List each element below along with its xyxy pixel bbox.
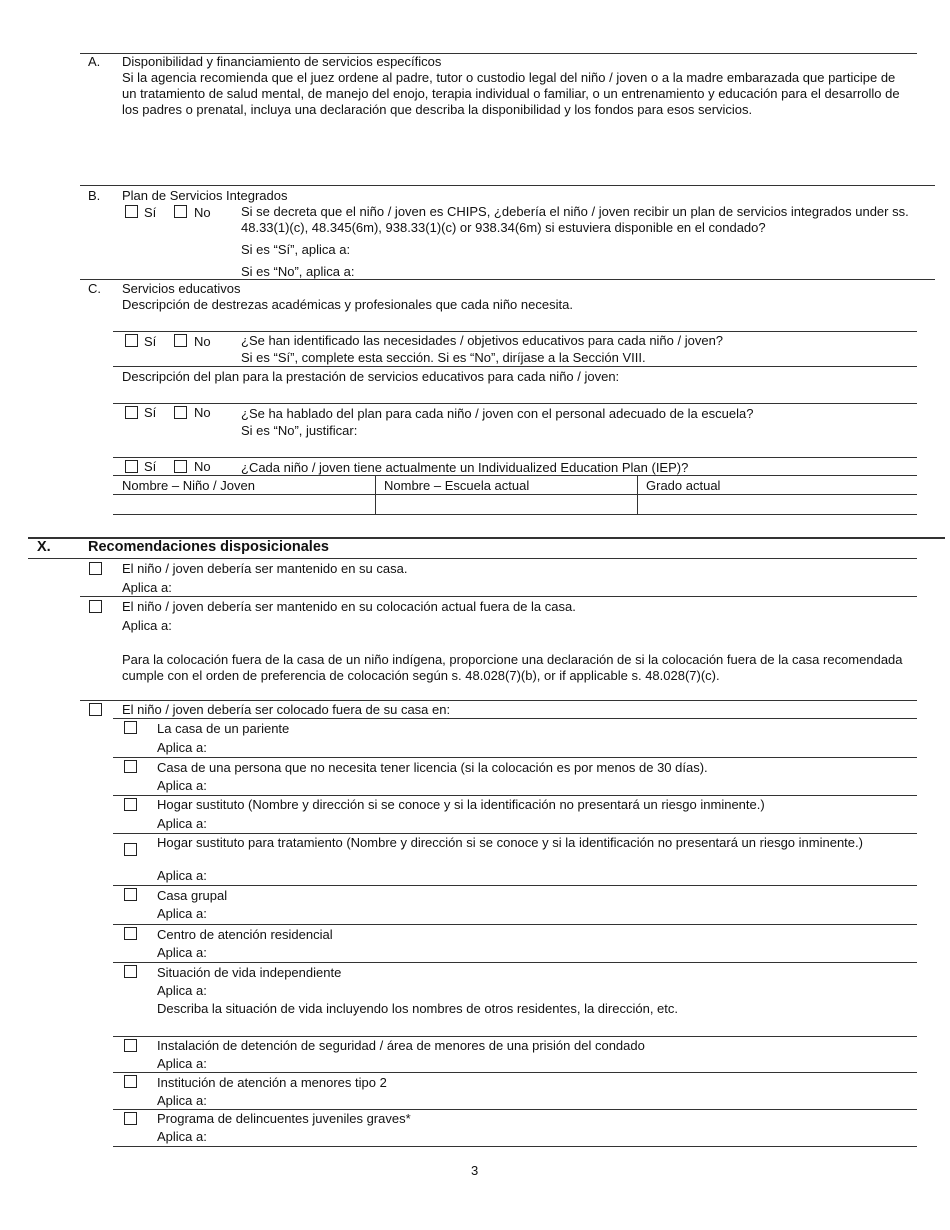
sec-x-number: X. — [37, 539, 51, 555]
placement-serious-offender-applies: Aplica a: — [157, 1129, 207, 1144]
placement-type2-applies: Aplica a: — [157, 1093, 207, 1108]
sec-c-q3-rule — [113, 457, 917, 458]
placement-5-rule — [113, 924, 917, 925]
placement-independent-note: Describa la situación de vida incluyendo los nombres de otros residentes, la dirección, etc. — [157, 1001, 678, 1016]
sec-b-top-rule — [80, 185, 935, 186]
placement-1-rule — [113, 757, 917, 758]
placement-relative-applies: Aplica a: — [157, 740, 207, 755]
sec-c-q1-yes-label: Sí — [144, 334, 157, 349]
sec-b-no-label: No — [194, 205, 211, 220]
placement-detention-label: Instalación de detención de seguridad / área de menores de una prisión del condado — [157, 1038, 645, 1053]
table-header-child: Nombre – Niño / Joven — [122, 478, 255, 493]
sec-c-q3-yes-checkbox[interactable] — [125, 460, 138, 473]
placement-treatment-foster-checkbox[interactable] — [124, 843, 137, 856]
placement-0-rule — [113, 718, 917, 719]
placement-foster-checkbox[interactable] — [124, 798, 137, 811]
placement-independent-checkbox[interactable] — [124, 965, 137, 978]
table-top-rule — [113, 475, 917, 476]
placement-6-rule — [113, 962, 917, 963]
sec-c-plan-rule — [113, 366, 917, 367]
sec-c-subtitle: Descripción de destrezas académicas y profesionales que cada niño necesita. — [122, 297, 573, 312]
keep-home-applies: Aplica a: — [122, 580, 172, 595]
sec-c-q2-rule — [113, 403, 917, 404]
placement-independent-label: Situación de vida independiente — [157, 965, 342, 980]
sec-c-q1-no-label: No — [194, 334, 211, 349]
placement-bottom-rule — [113, 1146, 917, 1147]
placement-residential-label: Centro de atención residencial — [157, 927, 333, 942]
sec-c-q3-yes-label: Sí — [144, 459, 157, 474]
sec-c-top-rule — [80, 279, 935, 280]
placement-treatment-foster-label: Hogar sustituto para tratamiento (Nombre y dirección si se conoce y si la identificación no presentará un riesgo inminente.) — [157, 835, 863, 850]
sec-a-title: Disponibilidad y financiamiento de servicios específicos — [122, 54, 442, 69]
keep-current-label: El niño / joven debería ser mantenido en su colocación actual fuera de la casa. — [122, 599, 576, 614]
sec-c-q2-note: Si es “No”, justificar: — [241, 423, 358, 438]
keep-current-applies: Aplica a: — [122, 618, 172, 633]
table-bottom-rule — [113, 514, 917, 515]
sec-b-yes-label: Sí — [144, 205, 157, 220]
sec-c-q1-no-checkbox[interactable] — [174, 334, 187, 347]
keep-home-checkbox[interactable] — [89, 562, 102, 575]
sec-c-q2-yes-checkbox[interactable] — [125, 406, 138, 419]
sec-c-q3-question: ¿Cada niño / joven tiene actualmente un Individualized Education Plan (IEP)? — [241, 460, 689, 475]
sec-c-q2-no-label: No — [194, 405, 211, 420]
placement-type2-checkbox[interactable] — [124, 1075, 137, 1088]
table-cell-child[interactable] — [114, 495, 374, 513]
sec-b-title: Plan de Servicios Integrados — [122, 188, 288, 203]
sec-b-letter: B. — [88, 188, 101, 203]
place-out-checkbox[interactable] — [89, 703, 102, 716]
sec-b-no-checkbox[interactable] — [174, 205, 187, 218]
keep-current-rule — [80, 596, 917, 597]
placement-3-rule — [113, 833, 917, 834]
place-out-rule — [80, 700, 917, 701]
placement-treatment-foster-applies: Aplica a: — [157, 868, 207, 883]
sec-c-q1-question: ¿Se han identificado las necesidades / objetivos educativos para cada niño / joven? — [241, 333, 724, 348]
placement-unlicensed-checkbox[interactable] — [124, 760, 137, 773]
sec-c-q2-yes-label: Sí — [144, 405, 157, 420]
sec-x-title-rule — [28, 558, 917, 559]
placement-relative-label: La casa de un pariente — [157, 721, 290, 736]
sec-c-q1-rule — [113, 331, 917, 332]
sec-b-if-no: Si es “No”, aplica a: — [241, 264, 355, 279]
placement-8-rule — [113, 1072, 917, 1073]
placement-residential-applies: Aplica a: — [157, 945, 207, 960]
placement-unlicensed-applies: Aplica a: — [157, 778, 207, 793]
sec-c-q3-no-label: No — [194, 459, 211, 474]
sec-a-letter: A. — [88, 54, 101, 69]
table-cell-grade[interactable] — [638, 495, 916, 513]
sec-b-question: Si se decreta que el niño / joven es CHIPS, ¿debería el niño / joven recibir un plan de servicios integrados under ss. 48.33(1)(c), 48.345(6m), 938.33(1)(c) or 938.34(6m) si estuviera disponible en el condado? — [241, 204, 909, 235]
placement-detention-checkbox[interactable] — [124, 1039, 137, 1052]
placement-relative-checkbox[interactable] — [124, 721, 137, 734]
page-number: 3 — [471, 1163, 479, 1178]
sec-a-body: Si la agencia recomienda que el juez ordene al padre, tutor o custodio legal del niño / joven o a la madre embarazada que participe de un tratamiento de salud mental, de manejo del enojo, terapia individual o familiar, o un entrenamiento y educación para el desarrollo de los padres o prenatal, incluya una declaración que describa la disponibilidad y los fondos para esos servicios. — [122, 70, 900, 117]
indian-placement-note: Para la colocación fuera de la casa de un niño indígena, proporcione una declaración de si la colocación fuera de la casa recomendada cumple con el orden de preferencia de colocación según s. 48.028(7)(b), or if applicable s. 48.028(7)(c). — [122, 652, 903, 683]
sec-c-q2-no-checkbox[interactable] — [174, 406, 187, 419]
placement-type2-label: Institución de atención a menores tipo 2 — [157, 1075, 387, 1090]
sec-b-if-yes: Si es “Sí”, aplica a: — [241, 242, 351, 257]
sec-c-q3-no-checkbox[interactable] — [174, 460, 187, 473]
sec-c-letter: C. — [88, 281, 101, 296]
sec-c-plan-desc: Descripción del plan para la prestación de servicios educativos para cada niño / joven: — [122, 369, 620, 384]
table-cell-school[interactable] — [376, 495, 636, 513]
sec-b-yes-checkbox[interactable] — [125, 205, 138, 218]
sec-x-title: Recomendaciones disposicionales — [88, 539, 329, 555]
placement-unlicensed-label: Casa de una persona que no necesita tener licencia (si la colocación es por menos de 30 días). — [157, 760, 708, 775]
table-header-school: Nombre – Escuela actual — [384, 478, 530, 493]
keep-home-label: El niño / joven debería ser mantenido en su casa. — [122, 561, 408, 576]
placement-group-home-label: Casa grupal — [157, 888, 228, 903]
placement-serious-offender-checkbox[interactable] — [124, 1112, 137, 1125]
placement-2-rule — [113, 795, 917, 796]
placement-9-rule — [113, 1109, 917, 1110]
keep-current-checkbox[interactable] — [89, 600, 102, 613]
place-out-label: El niño / joven debería ser colocado fuera de su casa en: — [122, 702, 451, 717]
placement-independent-applies: Aplica a: — [157, 983, 207, 998]
placement-foster-applies: Aplica a: — [157, 816, 207, 831]
sec-c-q1-note: Si es “Sí”, complete esta sección. Si es “No”, diríjase a la Sección VIII. — [241, 350, 646, 365]
placement-foster-label: Hogar sustituto (Nombre y dirección si se conoce y si la identificación no presentará un riesgo inminente.) — [157, 797, 765, 812]
placement-detention-applies: Aplica a: — [157, 1056, 207, 1071]
sec-c-q1-yes-checkbox[interactable] — [125, 334, 138, 347]
placement-serious-offender-label: Programa de delincuentes juveniles graves* — [157, 1111, 411, 1126]
placement-residential-checkbox[interactable] — [124, 927, 137, 940]
table-header-grade: Grado actual — [646, 478, 721, 493]
placement-group-home-checkbox[interactable] — [124, 888, 137, 901]
placement-4-rule — [113, 885, 917, 886]
sec-c-q2-question: ¿Se ha hablado del plan para cada niño / joven con el personal adecuado de la escuela? — [241, 406, 754, 421]
placement-7-rule — [113, 1036, 917, 1037]
placement-group-home-applies: Aplica a: — [157, 906, 207, 921]
sec-c-title: Servicios educativos — [122, 281, 241, 296]
